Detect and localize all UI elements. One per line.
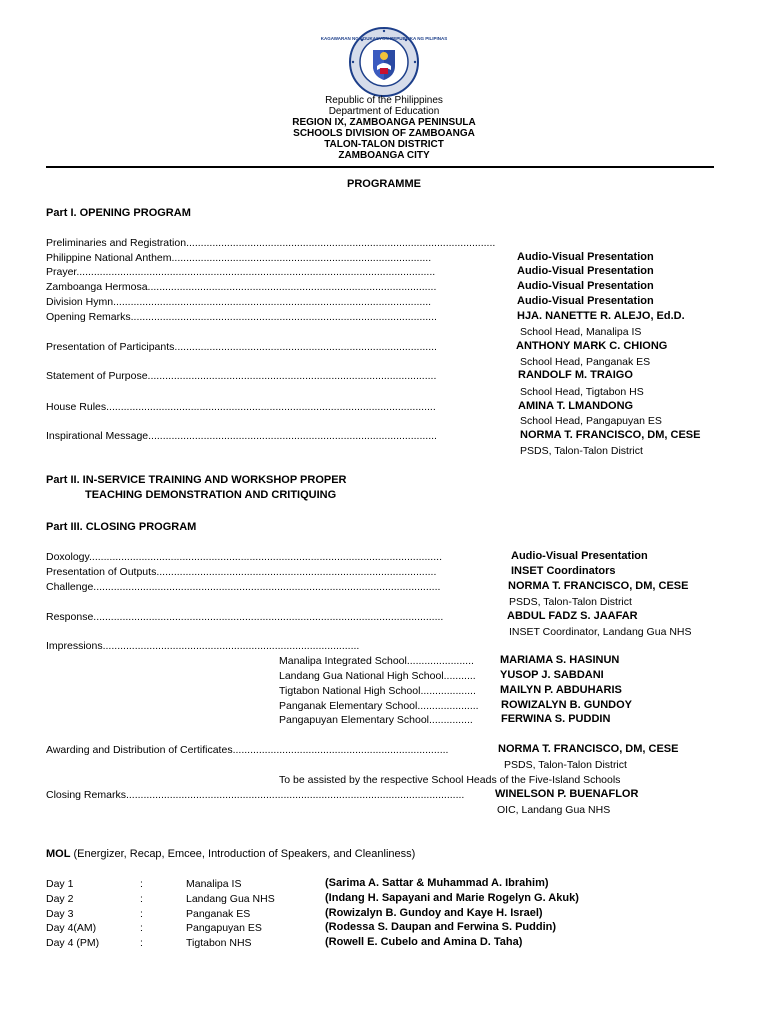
part1-item-sub: School Head, Panganak ES [520, 356, 651, 368]
mol-description: (Energizer, Recap, Emcee, Introduction of Speakers, and Cleanliness) [70, 848, 416, 860]
part1-item-value: Audio-Visual Presentation [517, 280, 654, 292]
mol-day: Day 3 [46, 908, 74, 920]
header-divider [46, 166, 714, 168]
impression-name: ROWIZALYN B. GUNDOY [501, 699, 632, 711]
mol-names: (Sarima A. Sattar & Muhammad A. Ibrahim) [325, 877, 549, 889]
part1-item-label: Zamboanga Hermosa................................................................................................... [46, 281, 437, 293]
mol-names: (Indang H. Sapayani and Marie Rogelyn G. Akuk) [325, 892, 579, 904]
mol-school: Landang Gua NHS [186, 893, 275, 905]
mol-separator: : [140, 922, 143, 934]
header-republic: Republic of the Philippines [325, 95, 443, 106]
impression-name: YUSOP J. SABDANI [500, 669, 604, 681]
mol-label: MOL [46, 848, 71, 860]
closing-sub: OIC, Landang Gua NHS [497, 804, 611, 816]
mol-separator: : [140, 893, 143, 905]
awarding-sub: PSDS, Talon-Talon District [504, 759, 627, 771]
impression-school: Tigtabon National High School................... [279, 685, 476, 697]
part1-item-value: Audio-Visual Presentation [517, 295, 654, 307]
assist-note: To be assisted by the respective School Heads of the Five-Island Schools [279, 774, 621, 786]
header-district: TALON-TALON DISTRICT [324, 139, 444, 150]
part1-item-value: Audio-Visual Presentation [517, 265, 654, 277]
part1-prelim: Preliminaries and Registration.......................................................................................................... [46, 237, 496, 249]
header-region: REGION IX, ZAMBOANGA PENINSULA [292, 117, 476, 128]
mol-day: Day 4 (PM) [46, 937, 100, 949]
part1-item-label: Division Hymn............................................................................................................. [46, 296, 432, 308]
part1-item-value: AMINA T. LMANDONG [518, 400, 634, 412]
part1-item-label: Opening Remarks......................................................................................................... [46, 311, 437, 323]
mol-names: (Rodessa S. Daupan and Ferwina S. Puddin) [325, 921, 557, 933]
part3-item-sub: PSDS, Talon-Talon District [509, 596, 632, 608]
impressions-label: Impressions........................................................................................ [46, 640, 360, 652]
mol-school: Tigtabon NHS [186, 937, 252, 949]
mol-school: Panganak ES [186, 908, 251, 920]
mol-heading [46, 848, 415, 860]
part3-item-value: INSET Coordinators [511, 565, 616, 577]
part1-heading: Part I. OPENING PROGRAM [46, 207, 191, 219]
part1-item-value: RANDOLF M. TRAIGO [518, 369, 633, 381]
part3-heading: Part III. CLOSING PROGRAM [46, 521, 197, 533]
closing-value: WINELSON P. BUENAFLOR [495, 788, 639, 800]
part1-item-value: Audio-Visual Presentation [517, 251, 654, 263]
part1-item-sub: School Head, Tigtabon HS [520, 386, 644, 398]
header-city: ZAMBOANGA CITY [338, 150, 430, 161]
part1-item-label: Inspirational Message................................................................................................... [46, 430, 437, 442]
part1-item-label: Presentation of Participants.......................................................................................... [46, 341, 437, 353]
part1-item-value: ANTHONY MARK C. CHIONG [516, 340, 668, 352]
impression-school: Manalipa Integrated School....................... [279, 655, 474, 667]
impression-name: MAILYN P. ABDUHARIS [500, 684, 622, 696]
part3-item-value: NORMA T. FRANCISCO, DM, CESE [508, 580, 689, 592]
part1-item-label: Statement of Purpose................................................................................................... [46, 370, 437, 382]
part1-item-label: Prayer........................................................................................................................... [46, 266, 436, 278]
part3-item-value: Audio-Visual Presentation [511, 550, 648, 562]
part3-item-label: Response........................................................................................................................ [46, 611, 444, 623]
mol-names: (Rowizalyn B. Gundoy and Kaye H. Israel) [325, 907, 543, 919]
part1-item-label: Philippine National Anthem......................................................................................... [46, 252, 432, 264]
mol-day: Day 4(AM) [46, 922, 97, 934]
deped-seal-logo [320, 26, 448, 98]
mol-separator: : [140, 937, 143, 949]
header-department: Department of Education [328, 106, 440, 117]
mol-school: Pangapuyan ES [186, 922, 262, 934]
mol-separator: : [140, 908, 143, 920]
closing-label: Closing Remarks.................................................................................................................... [46, 789, 465, 801]
part1-item-sub: School Head, Manalipa IS [520, 326, 642, 338]
part1-item-value: NORMA T. FRANCISCO, DM, CESE [520, 429, 701, 441]
part3-item-label: Doxology......................................................................................................................... [46, 551, 442, 563]
part3-item-value: ABDUL FADZ S. JAAFAR [507, 610, 638, 622]
mol-separator: : [140, 878, 143, 890]
mol-school: Manalipa IS [186, 878, 242, 890]
part1-item-value: HJA. NANETTE R. ALEJO, Ed.D. [517, 310, 685, 322]
page-title: PROGRAMME [347, 178, 421, 190]
awarding-value: NORMA T. FRANCISCO, DM, CESE [498, 743, 679, 755]
part3-item-label: Presentation of Outputs................................................................................................ [46, 566, 437, 578]
seal-text: KAGAWARAN NG EDUKASYON REPUBLIKA NG PILIPINAS [320, 36, 448, 41]
mol-day: Day 1 [46, 878, 74, 890]
awarding-label: Awarding and Distribution of Certificates.......................................................................... [46, 744, 449, 756]
impression-school: Pangapuyan Elementary School............... [279, 714, 473, 726]
mol-day: Day 2 [46, 893, 74, 905]
impression-school: Panganak Elementary School..................... [279, 700, 479, 712]
impression-name: FERWINA S. PUDDIN [501, 713, 611, 725]
part2-heading: Part II. IN-SERVICE TRAINING AND WORKSHOP PROPER [46, 474, 347, 486]
part3-item-sub: INSET Coordinator, Landang Gua NHS [509, 626, 692, 638]
part1-item-sub: PSDS, Talon-Talon District [520, 445, 643, 457]
part3-item-label: Challenge....................................................................................................................... [46, 581, 441, 593]
mol-names: (Rowell E. Cubelo and Amina D. Taha) [325, 936, 523, 948]
part1-item-label: House Rules................................................................................................................. [46, 401, 436, 413]
impression-school: Landang Gua National High School........... [279, 670, 476, 682]
header-division: SCHOOLS DIVISION OF ZAMBOANGA [293, 128, 475, 139]
part1-item-sub: School Head, Pangapuyan ES [520, 415, 662, 427]
impression-name: MARIAMA S. HASINUN [500, 654, 620, 666]
part2-subheading: TEACHING DEMONSTRATION AND CRITIQUING [85, 489, 337, 501]
